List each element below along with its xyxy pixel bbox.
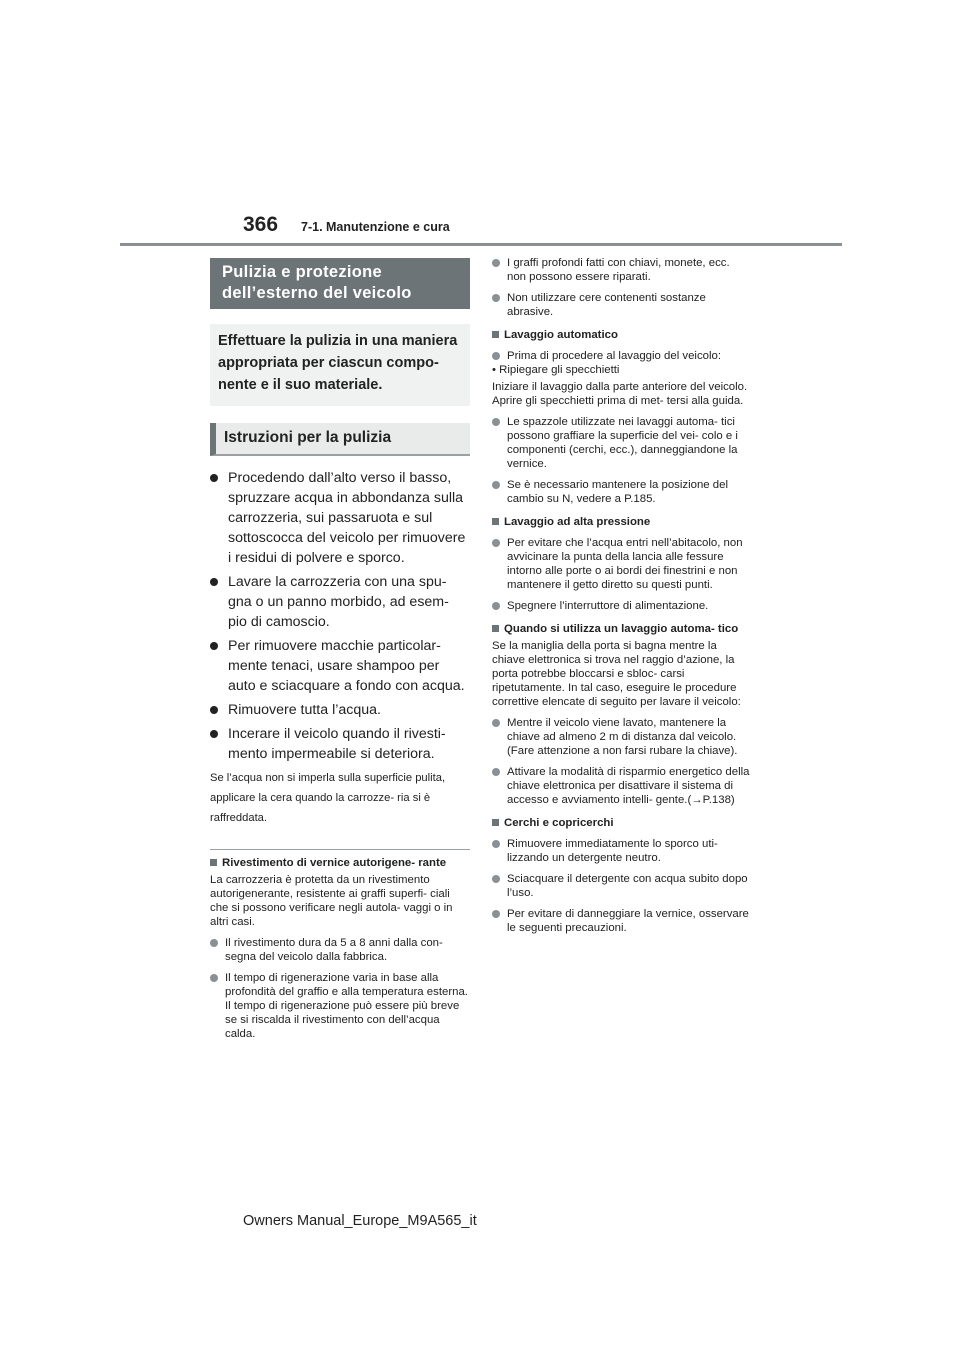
heading-text: Lavaggio ad alta pressione bbox=[504, 516, 651, 528]
subsection-title: Istruzioni per la pulizia bbox=[210, 423, 470, 456]
list-item-text: Il rivestimento dura da 5 a 8 anni dalla con- segna del veicolo dalla fabbrica. bbox=[225, 937, 443, 963]
list-item bbox=[210, 724, 470, 764]
when-auto-wash-paragraph: Se la maniglia della porta si bagna mentre la chiave elettronica si trova nel raggio d’azione, la porta potrebbe bloccarsi e sbloc- carsi ripetutamente. In tal caso, eseguire le procedure correttive elencate di seguito per lavare il veicolo: bbox=[492, 640, 741, 708]
section-title-line2: dell’esterno del veicolo bbox=[222, 284, 412, 302]
list-item bbox=[210, 572, 470, 632]
page-number: 366 bbox=[243, 213, 279, 236]
circle-bullet-icon bbox=[492, 418, 500, 426]
square-bullet-icon bbox=[492, 518, 499, 525]
heading-text: Quando si utilizza un lavaggio automa- tico bbox=[504, 623, 739, 635]
intro-box: Effettuare la pulizia in una maniera appropriata per ciascun compo- nente e il suo materiale. bbox=[210, 324, 470, 406]
list-item bbox=[492, 599, 750, 613]
list-item-text: Per evitare che l’acqua entri nell’abitacolo, non avvicinare la punta della lancia alle fessure intorno alle porte o ai bordi dei finestrini e non mantenere il getto diretto su questi punti. bbox=[507, 537, 743, 591]
square-bullet-icon bbox=[492, 625, 499, 632]
section-label: 7-1. Manutenzione e cura bbox=[301, 220, 450, 234]
list-item-text: Lavare la carrozzeria con una spu- gna o un panno morbido, ad esem- pio di camoscio. bbox=[228, 574, 449, 630]
circle-bullet-icon bbox=[210, 974, 218, 982]
when-auto-wash-heading bbox=[492, 622, 750, 636]
list-item-text: Non utilizzare cere contenenti sostanze abrasive. bbox=[507, 292, 706, 318]
bullet-icon bbox=[210, 706, 218, 714]
list-item bbox=[492, 907, 750, 935]
circle-bullet-icon bbox=[492, 768, 500, 776]
list-item-text: Procedendo dall’alto verso il basso, spruzzare acqua in abbondanza sulla carrozzeria, sui passaruota e sul sottoscocca del veicolo per rimuovere i residui di polvere e sporco. bbox=[228, 470, 466, 566]
cleaning-instructions-list bbox=[210, 468, 470, 764]
list-item-text: Il tempo di rigenerazione può essere più breve se si riscalda il rivestimento con dell’acqua calda. bbox=[225, 1000, 460, 1040]
list-item-text: Attivare la modalità di risparmio energetico della chiave elettronica per disattivare il sistema di accesso e avviamento intelli- gente.(→P.138) bbox=[507, 766, 750, 806]
list-item-text: Rimuovere immediatamente lo sporco uti- lizzando un detergente neutro. bbox=[507, 838, 718, 864]
list-item-text: Per evitare di danneggiare la vernice, osservare le seguenti precauzioni. bbox=[507, 908, 749, 934]
coating-paragraph: La carrozzeria è protetta da un rivestimento autorigenerante, resistente ai graffi superfi- ciali che si possono verificare negli autola- vaggi o in altri casi. bbox=[210, 874, 453, 928]
list-item bbox=[492, 716, 750, 758]
circle-bullet-icon bbox=[492, 875, 500, 883]
list-item-text: Prima di procedere al lavaggio del veicolo: bbox=[507, 350, 722, 362]
list-item-text: Spegnere l’interruttore di alimentazione. bbox=[507, 600, 709, 612]
circle-bullet-icon bbox=[492, 602, 500, 610]
circle-bullet-icon bbox=[492, 719, 500, 727]
bullet-icon bbox=[210, 474, 218, 482]
auto-wash-paragraph: Iniziare il lavaggio dalla parte anteriore del veicolo. Aprire gli specchietti prima di met- tersi alla guida. bbox=[492, 381, 748, 407]
list-item-text: Le spazzole utilizzate nei lavaggi automa- tici possono graffiare la superficie del vei- colo e i componenti (cerchi, ecc.), danneggiandone la vernice. bbox=[507, 416, 738, 470]
circle-bullet-icon bbox=[210, 939, 218, 947]
list-item-text: Il tempo di rigenerazione varia in base alla profondità del graffio e alla temperatura esterna. bbox=[225, 972, 468, 998]
list-item bbox=[210, 936, 470, 964]
list-item bbox=[492, 837, 750, 865]
wheels-heading bbox=[492, 816, 750, 830]
section-title-line1: Pulizia e protezione bbox=[222, 263, 383, 281]
right-column bbox=[492, 256, 750, 935]
list-item-text: I graffi profondi fatti con chiavi, monete, ecc. non possono essere riparati. bbox=[507, 257, 730, 283]
list-item bbox=[210, 971, 470, 1041]
circle-bullet-icon bbox=[492, 910, 500, 918]
divider bbox=[210, 849, 470, 850]
circle-bullet-icon bbox=[492, 840, 500, 848]
list-item bbox=[492, 478, 750, 506]
list-item-text: Per rimuovere macchie particolar- mente tenaci, usare shampoo per auto e sciacquare a fondo con acqua. bbox=[228, 638, 465, 694]
circle-bullet-icon bbox=[492, 294, 500, 302]
list-item bbox=[492, 256, 750, 284]
list-item bbox=[492, 415, 750, 471]
footer-text: Owners Manual_Europe_M9A565_it bbox=[243, 1213, 477, 1229]
circle-bullet-icon bbox=[492, 259, 500, 267]
list-item bbox=[492, 765, 750, 807]
circle-bullet-icon bbox=[492, 352, 500, 360]
section-title-box bbox=[210, 258, 470, 309]
bullet-icon bbox=[210, 578, 218, 586]
heading-text: Lavaggio automatico bbox=[504, 329, 618, 341]
circle-bullet-icon bbox=[492, 481, 500, 489]
header-rule bbox=[120, 243, 842, 246]
list-item bbox=[492, 291, 750, 319]
circle-bullet-icon bbox=[492, 539, 500, 547]
list-item bbox=[210, 468, 470, 568]
square-bullet-icon bbox=[492, 331, 499, 338]
auto-wash-subitem: • Ripiegare gli specchietti bbox=[492, 364, 620, 376]
left-column bbox=[210, 258, 470, 1041]
coating-heading bbox=[210, 856, 470, 870]
list-item-text: Mentre il veicolo viene lavato, mantenere la chiave ad almeno 2 m di distanza dal veicolo. (Fare attenzione a non farsi rubare la chiave). bbox=[507, 717, 738, 757]
list-item bbox=[210, 636, 470, 696]
list-item bbox=[210, 700, 470, 720]
heading-text: Rivestimento di vernice autorigene- rante bbox=[222, 857, 447, 869]
bullet-icon bbox=[210, 642, 218, 650]
list-item-text: Rimuovere tutta l’acqua. bbox=[228, 702, 381, 718]
auto-wash-heading bbox=[492, 328, 750, 342]
wax-note: Se l’acqua non si imperla sulla superficie pulita, applicare la cera quando la carrozze- ria si è raffreddata. bbox=[210, 772, 446, 824]
list-item-text: Incerare il veicolo quando il rivesti- mento impermeabile si deteriora. bbox=[228, 726, 446, 762]
list-item-text: Se è necessario mantenere la posizione del cambio su N, vedere a P.185. bbox=[507, 479, 728, 505]
bullet-icon bbox=[210, 730, 218, 738]
square-bullet-icon bbox=[210, 859, 217, 866]
list-item bbox=[492, 536, 750, 592]
square-bullet-icon bbox=[492, 819, 499, 826]
list-item bbox=[492, 872, 750, 900]
high-pressure-heading bbox=[492, 515, 750, 529]
list-item bbox=[492, 349, 750, 363]
list-item-text: Sciacquare il detergente con acqua subito dopo l’uso. bbox=[507, 873, 748, 899]
heading-text: Cerchi e copricerchi bbox=[504, 817, 614, 829]
